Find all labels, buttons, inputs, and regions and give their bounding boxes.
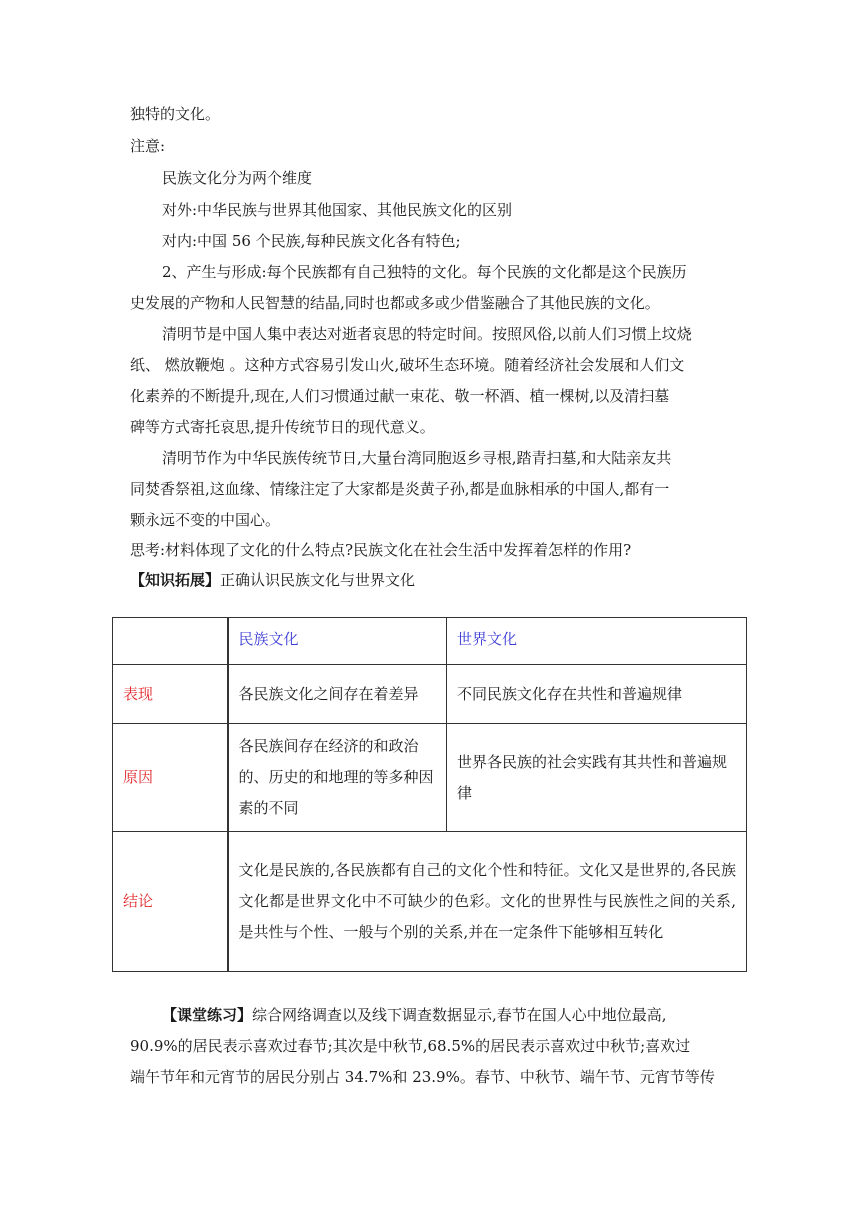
paragraph-line: 颗永远不变的中国心。 [130,511,281,529]
paragraph-line: 对外:中华民族与世界其他国家、其他民族文化的区别 [162,201,513,219]
comparison-table [112,617,747,972]
table-row [113,724,747,832]
row-label-conclusion: 结论 [113,832,228,972]
header-world-culture: 世界文化 [447,618,747,665]
thinking-question: 思考:材料体现了文化的什么特点?民族文化在社会生活中发挥着怎样的作用? [130,541,632,559]
practice-text: 综合网络调查以及线下调查数据显示,春节在国人心中地位最高, [252,1006,667,1024]
row-label-manifestation: 表现 [113,665,228,724]
paragraph-line: 清明节作为中华民族传统节日,大量台湾同胞返乡寻根,踏青扫墓,和大陆亲友共 [162,449,672,467]
table-row [113,832,747,972]
expansion-tag: 【知识拓展】 [130,571,221,589]
knowledge-expansion-heading [130,570,415,590]
row-label-reason: 原因 [113,724,228,832]
paragraph-line: 碑等方式寄托哀思,提升传统节日的现代意义。 [130,418,435,436]
table-header-row [113,618,747,665]
cell-national-reason: 各民族间存在经济的和政治的、历史的和地理的等多种因素的不同 [228,724,447,832]
note-heading: 注意: [130,137,166,155]
paragraph-line: 纸、 燃放鞭炮 。这种方式容易引发山火,破坏生态环境。随着经济社会发展和人们文 [130,356,685,374]
paragraph-line: 端午节年和元宵节的居民分别占 34.7%和 23.9%。春节、中秋节、端午节、元宵节等传 [130,1068,715,1086]
paragraph-line: 2、产生与形成:每个民族都有自己独特的文化。每个民族的文化都是这个民族历 [162,263,687,281]
paragraph-line: 史发展的产物和人民智慧的结晶,同时也都或多或少借鉴融合了其他民族的文化。 [130,294,660,312]
paragraph-line: 独特的文化。 [130,105,221,123]
paragraph-line: 对内:中国 56 个民族,每种民族文化各有特色; [162,232,461,250]
table-row [113,665,747,724]
practice-tag: 【课堂练习】 [162,1006,253,1024]
cell-conclusion: 文化是民族的,各民族都有自己的文化个性和特征。文化又是世界的,各民族文化都是世界文化中不可缺少的色彩。文化的世界性与民族性之间的关系,是共性与个性、一般与个别的关系,并在一定条件下能够相互转化 [228,832,747,972]
expansion-text: 正确认识民族文化与世界文化 [220,571,416,589]
paragraph-line: 民族文化分为两个维度 [162,169,313,187]
table-corner-cell [113,618,228,665]
paragraph-line: 90.9%的居民表示喜欢过春节;其次是中秋节,68.5%的居民表示喜欢过中秋节;喜欢过 [130,1037,691,1055]
cell-national-manifestation: 各民族文化之间存在着差异 [228,665,447,724]
paragraph-line: 清明节是中国人集中表达对逝者哀思的特定时间。按照风俗,以前人们习惯上坟烧 [162,325,692,343]
practice-heading-line [162,1005,667,1025]
header-national-culture: 民族文化 [228,618,447,665]
cell-world-reason: 世界各民族的社会实践有其共性和普遍规律 [447,724,747,832]
paragraph-line: 同焚香祭祖,这血缘、情缘注定了大家都是炎黄子孙,都是血脉相承的中国人,都有一 [130,480,670,498]
cell-world-manifestation: 不同民族文化存在共性和普遍规律 [447,665,747,724]
paragraph-line: 化素养的不断提升,现在,人们习惯通过献一束花、敬一杯酒、植一棵树,以及清扫墓 [130,387,670,405]
